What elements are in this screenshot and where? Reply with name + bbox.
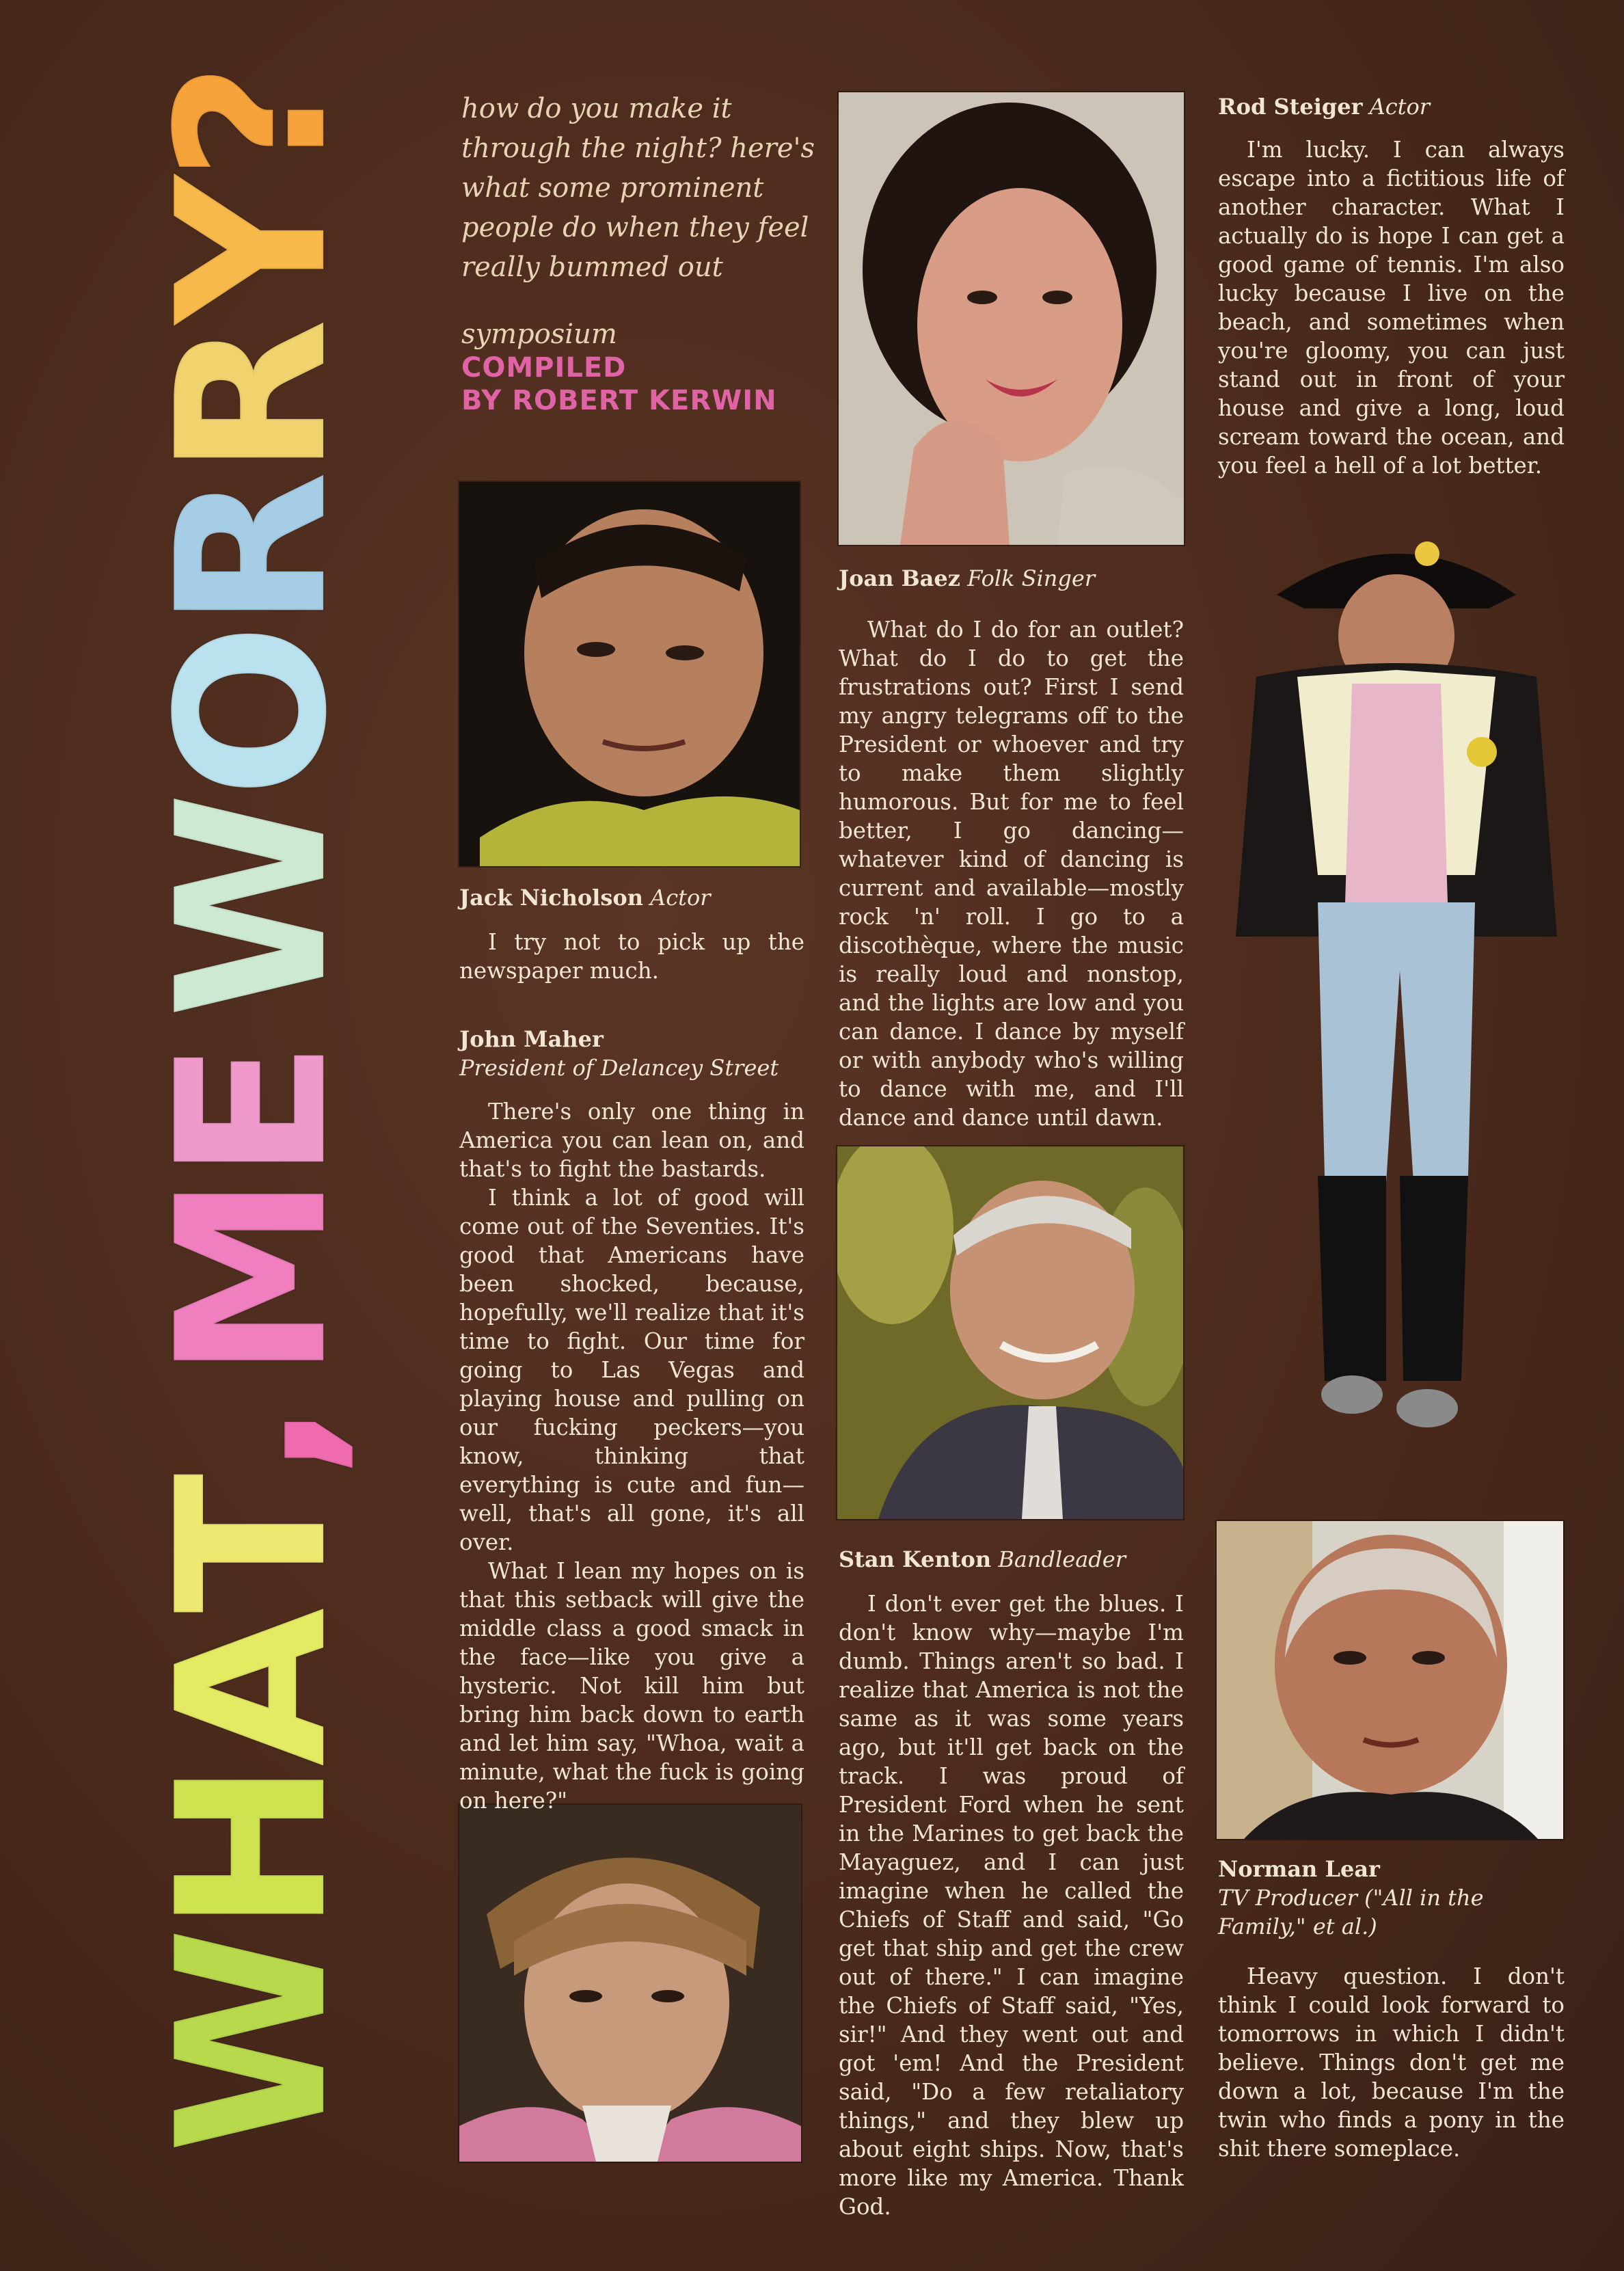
title-letter: O [133, 628, 372, 798]
norman-lear-quote [1218, 1962, 1565, 2163]
title-letter: R [133, 476, 372, 629]
title-letter [154, 1019, 352, 1046]
paragraph: I try not to pick up the newspaper much. [459, 929, 804, 984]
jack-nicholson-name: Jack Nicholson [459, 885, 643, 911]
credit-line-2: BY ROBERT KERWIN [461, 385, 777, 416]
rod-steiger-name: Rod Steiger [1218, 94, 1363, 120]
rod-steiger-byline [1218, 92, 1567, 121]
stan-kenton-byline [839, 1545, 1184, 1574]
paragraph: What I lean my hopes on is that this setback will give the middle class a good smack in the face—like you give a hysteric. Not kill him but bring him back down to earth and let him say, "Whoa, wait a minute, what the fuck is going on here?" [459, 1558, 804, 1814]
joan-baez-photo [839, 92, 1184, 545]
norman-lear-name: Norman Lear [1218, 1856, 1380, 1882]
title-letter [154, 1379, 352, 1406]
joan-baez-role: Folk Singer [967, 565, 1096, 591]
intro-block [461, 89, 844, 417]
intro-deck: how do you make it through the night? here's what some prominent people do when they feel really bummed out [461, 93, 815, 283]
norman-lear-role-line-2: Family," et al.) [1218, 1913, 1377, 1939]
paragraph: I don't ever get the blues. I don't know why—maybe I'm dumb. Things aren't so bad. I realize that America is not the same as it was some years ago, but it'll get back on the track. I was proud of President Ford when he sent in the Marines to get back the Mayaguez, and I can just imagine when he called the Chiefs of Staff and said, "Go get that ship and get the crew out of there." I can imagine the Chiefs of Staff said, "Yes, sir!" And they went out and got 'em! And the President said, "Do a few retaliatory things," and they blew up about eight ships. Now, that's more like my America. Thank God. [839, 1591, 1184, 2220]
stan-kenton-role: Bandleader [998, 1546, 1126, 1572]
title-letter: W [133, 1933, 372, 2153]
rod-steiger-photo [1215, 492, 1576, 1490]
joan-baez-byline [839, 564, 1184, 593]
norman-lear-byline [1218, 1855, 1567, 1941]
symposium-label: symposium [461, 319, 617, 350]
title-letter: Y [133, 180, 372, 324]
norman-lear-photo [1217, 1521, 1563, 1839]
rod-steiger-quote [1218, 135, 1565, 480]
title-letter: E [133, 1045, 372, 1181]
john-maher-byline [459, 1025, 815, 1082]
joan-baez-quote [839, 615, 1184, 1132]
credit-line-1: COMPILED [461, 352, 627, 384]
title-letter: M [133, 1180, 372, 1380]
title-letter: , [133, 1406, 372, 1479]
rod-steiger-role: Actor [1369, 94, 1431, 120]
headline-what-me-worry [133, 67, 372, 2153]
stan-kenton-quote [839, 1589, 1184, 2221]
jack-nicholson-role: Actor [650, 885, 711, 911]
john-maher-name: John Maher [459, 1026, 604, 1052]
title-letter: T [133, 1479, 372, 1613]
title-letter: H [133, 1766, 372, 1933]
paragraph: What do I do for an outlet? What do I do to get the frustrations out? First I send my angry telegrams off to the President or whoever and try to make them slightly humorous. But for me to feel better, I go dancing—whatever kind of dancing is current and available—mostly rock 'n' roll. I go to a discothèque, where the music is really loud and nonstop, and the lights are low and you can dance. I dance by myself or with anybody who's willing to dance with me, and I'll dance and dance until dawn. [839, 617, 1184, 1131]
title-letter: W [133, 797, 372, 1019]
paragraph: I'm lucky. I can always escape into a fictitious life of another character. What I actually do is hope I can get a good game of tennis. I'm also lucky because I live on the beach, and sometimes when you're gloomy, you can just stand out in front of your house and give a long, loud scream toward the ocean, and you feel a hell of a lot better. [1218, 137, 1565, 479]
jack-nicholson-quote [459, 928, 804, 985]
portrait-photo [459, 1805, 801, 2162]
jack-nicholson-photo [459, 482, 800, 866]
stan-kenton-name: Stan Kenton [839, 1546, 992, 1572]
john-maher-role: President of Delancey Street [459, 1055, 779, 1081]
joan-baez-name: Joan Baez [839, 565, 960, 591]
norman-lear-role-line-1: TV Producer ("All in the [1218, 1885, 1484, 1911]
stan-kenton-photo [837, 1146, 1183, 1519]
jack-nicholson-byline [459, 883, 801, 912]
paragraph: Heavy question. I don't think I could look forward to tomorrows in which I didn't believe. Things don't get me down a lot, because I'm the twin who finds a pony in the shit there someplace. [1218, 1963, 1565, 2162]
title-letter: A [133, 1613, 372, 1766]
paragraph: There's only one thing in America you can lean on, and that's to fight the bastards. [459, 1099, 804, 1182]
title-letter: ? [133, 67, 372, 181]
title-letter: R [133, 323, 372, 476]
john-maher-quote [459, 1097, 804, 1815]
paragraph: I think a lot of good will come out of the Seventies. It's good that Americans have been shocked, because, hopefully, we'll realize that it's time to fight. Our time for going to Las Vegas and playing house and pulling on our fucking peckers—you know, thinking that everything is cute and fun—well, that's all gone, it's all over. [459, 1185, 804, 1555]
